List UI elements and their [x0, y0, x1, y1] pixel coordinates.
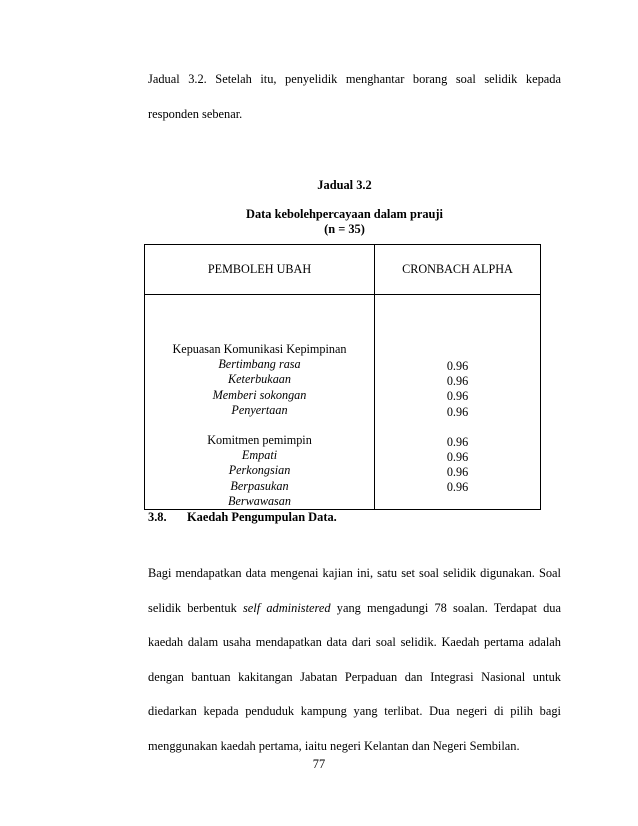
variables-cell — [145, 295, 375, 510]
alpha-value: 0.96 — [446, 374, 469, 389]
intro-paragraph: Jadual 3.2. Setelah itu, penyelidik menghantar borang soal selidik kepada responden sebenar. — [148, 72, 561, 121]
table-header-row — [145, 245, 541, 295]
group-item: Keterbukaan — [228, 372, 291, 387]
alpha-value: 0.96 — [446, 450, 469, 465]
alpha-value: 0.96 — [446, 434, 469, 449]
section-title: Kaedah Pengumpulan Data. — [187, 510, 337, 524]
header-pemboleh-ubah: PEMBOLEH UBAH — [145, 245, 375, 295]
group-item: Berpasukan — [230, 478, 289, 493]
body-text-italic: self administered — [242, 600, 331, 615]
group-name: Komitmen pemimpin — [207, 433, 312, 448]
group-item: Memberi sokongan — [212, 387, 307, 402]
body-text-before: Bagi mendapatkan data mengenai kajian ini, satu set soal selidik digunakan. Soal selidik berbentuk — [148, 566, 561, 615]
table-caption-title: Data kebolehpercayaan dalam prauji — [246, 207, 443, 221]
header-cronbach-alpha: CRONBACH ALPHA — [375, 245, 541, 295]
alpha-value: 0.96 — [446, 465, 469, 480]
alpha-value: 0.96 — [446, 389, 469, 404]
table-body-row — [145, 295, 541, 510]
body-paragraph — [148, 556, 561, 763]
table-caption-label: Jadual 3.2 — [317, 178, 372, 192]
page-number: 77 — [312, 757, 326, 771]
table-caption-n: (n = 35) — [324, 222, 365, 236]
group-item: Penyertaan — [231, 402, 288, 417]
alpha-value: 0.96 — [446, 404, 469, 419]
group-item: Bertimbang rasa — [218, 357, 301, 372]
body-text-after: yang mengadungi 78 soalan. Terdapat dua kaedah dalam usaha mendapatkan data dari soal selidik. Kaedah pertama adalah dengan bantuan kakitangan Jabatan Perpaduan dan Integrasi Nasional untuk diedarkan kepada penduduk kampung yang terlibat. Dua negeri di pilih bagi menggunakan kaedah pertama, iaitu negeri Kelantan dan Negeri Sembilan. — [148, 600, 561, 753]
alpha-value: 0.96 — [446, 480, 469, 495]
section-number: 3.8. — [148, 510, 167, 524]
section-heading — [148, 510, 337, 525]
group-item: Empati — [241, 448, 278, 463]
reliability-table — [144, 244, 541, 510]
group-item: Berwawasan — [228, 493, 291, 508]
group-name: Kepuasan Komunikasi Kepimpinan — [172, 342, 347, 356]
alpha-value: 0.96 — [446, 359, 469, 373]
alpha-values-cell — [375, 295, 541, 510]
group-item: Perkongsian — [228, 463, 291, 478]
